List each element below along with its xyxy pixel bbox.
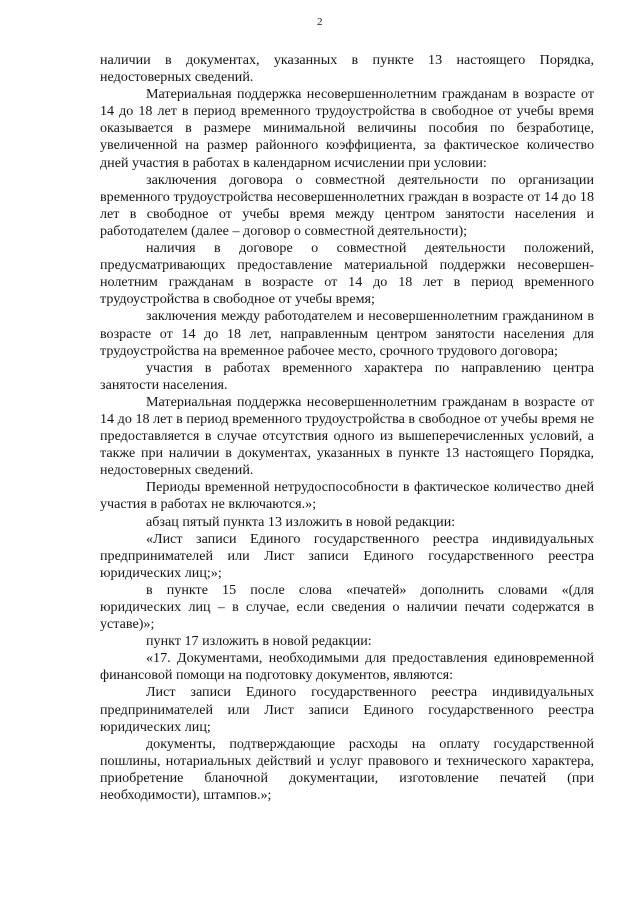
paragraph-support-not-provided: Материальная поддержка несовершеннолетним гражданам в возрасте от 14 до 18 лет в период временного трудоустройства в свободное от учебы время не предоставляется в случае отсутствия одного из вышеперечисленных условий, а также при наличии в документах, указанных в пункте 13 настоящего Порядка, недостоверных сведений. [100, 393, 594, 479]
paragraph-disability-periods: Периоды временной нетрудоспособности в фактическое количество дней участия в работах не включаются.»; [100, 479, 594, 513]
paragraph-continuation: наличии в документах, указанных в пункте 13 настоящего Порядка, недостоверных сведений. [100, 52, 594, 86]
document-body [100, 52, 594, 804]
paragraph-condition-agreement-provisions: наличия в договоре о совместной деятельности положений, предусматривающих предоставление материальной поддержки несовершеннолетним гражданам в возрасте от 14 до 18 лет в период временного трудоустройства в свободное от учебы время; [100, 240, 594, 308]
paragraph-item-17-registry-sheet: Лист записи Единого государственного реестра индивидуальных предпринимателей или Лист записи Единого государственного реестра юридических лиц; [100, 684, 594, 735]
paragraph-item-17-expense-documents: документы, подтверждающие расходы на оплату государственной пошлины, нотариальных действий и услуг правового и технического характера, приобретение бланочной документации, изготовление печатей (при необходимости), штампов.»; [100, 735, 594, 804]
paragraph-amend-item-15: в пункте 15 после слова «печатей» дополнить словами «(для юридических лиц – в случае, если сведения о наличии печати содержатся в уставе)»; [100, 581, 594, 633]
paragraph-item-13-new-text: «Лист записи Единого государственного реестра индивидуальных предпринимателей или Лист записи Единого государственного реестра юридических лиц;»; [100, 530, 594, 581]
paragraph-condition-joint-agreement: заключения договора о совместной деятельности по организации временного трудоустройства несовершеннолетних граждан в возрасте от 14 до 18 лет в свободное от учебы время между центром занятости населения и работодателем (далее – договор о совместной деятельности); [100, 171, 594, 239]
paragraph-material-support-conditions: Материальная поддержка несовершеннолетним гражданам в возрасте от 14 до 18 лет в период временного трудоустройства в свободное от учебы время оказывается в размере минимальной величины пособия по безработице, увеличенной на размер районного коэффициента, за фактическое количество дней участия в работах в календарном исчислении при условии: [100, 86, 594, 171]
paragraph-condition-participation: участия в работах временного характера по направлению центра занятости населения. [100, 359, 594, 393]
paragraph-item-17-intro: «17. Документами, необходимыми для предоставления единовременной финансовой помощи на подготовку документов, являются: [100, 650, 594, 684]
paragraph-amend-item-17: пункт 17 изложить в новой редакции: [146, 633, 372, 650]
paragraph-condition-labor-contract: заключения между работодателем и несовершеннолетним гражданином в возрасте от 14 до 18 лет, направленным центром занятости населения для трудоустройства на временное рабочее место, срочного трудового договора; [100, 308, 594, 359]
page-number: 2 [317, 16, 323, 28]
paragraph-amend-item-13: абзац пятый пункта 13 изложить в новой редакции: [146, 513, 456, 530]
